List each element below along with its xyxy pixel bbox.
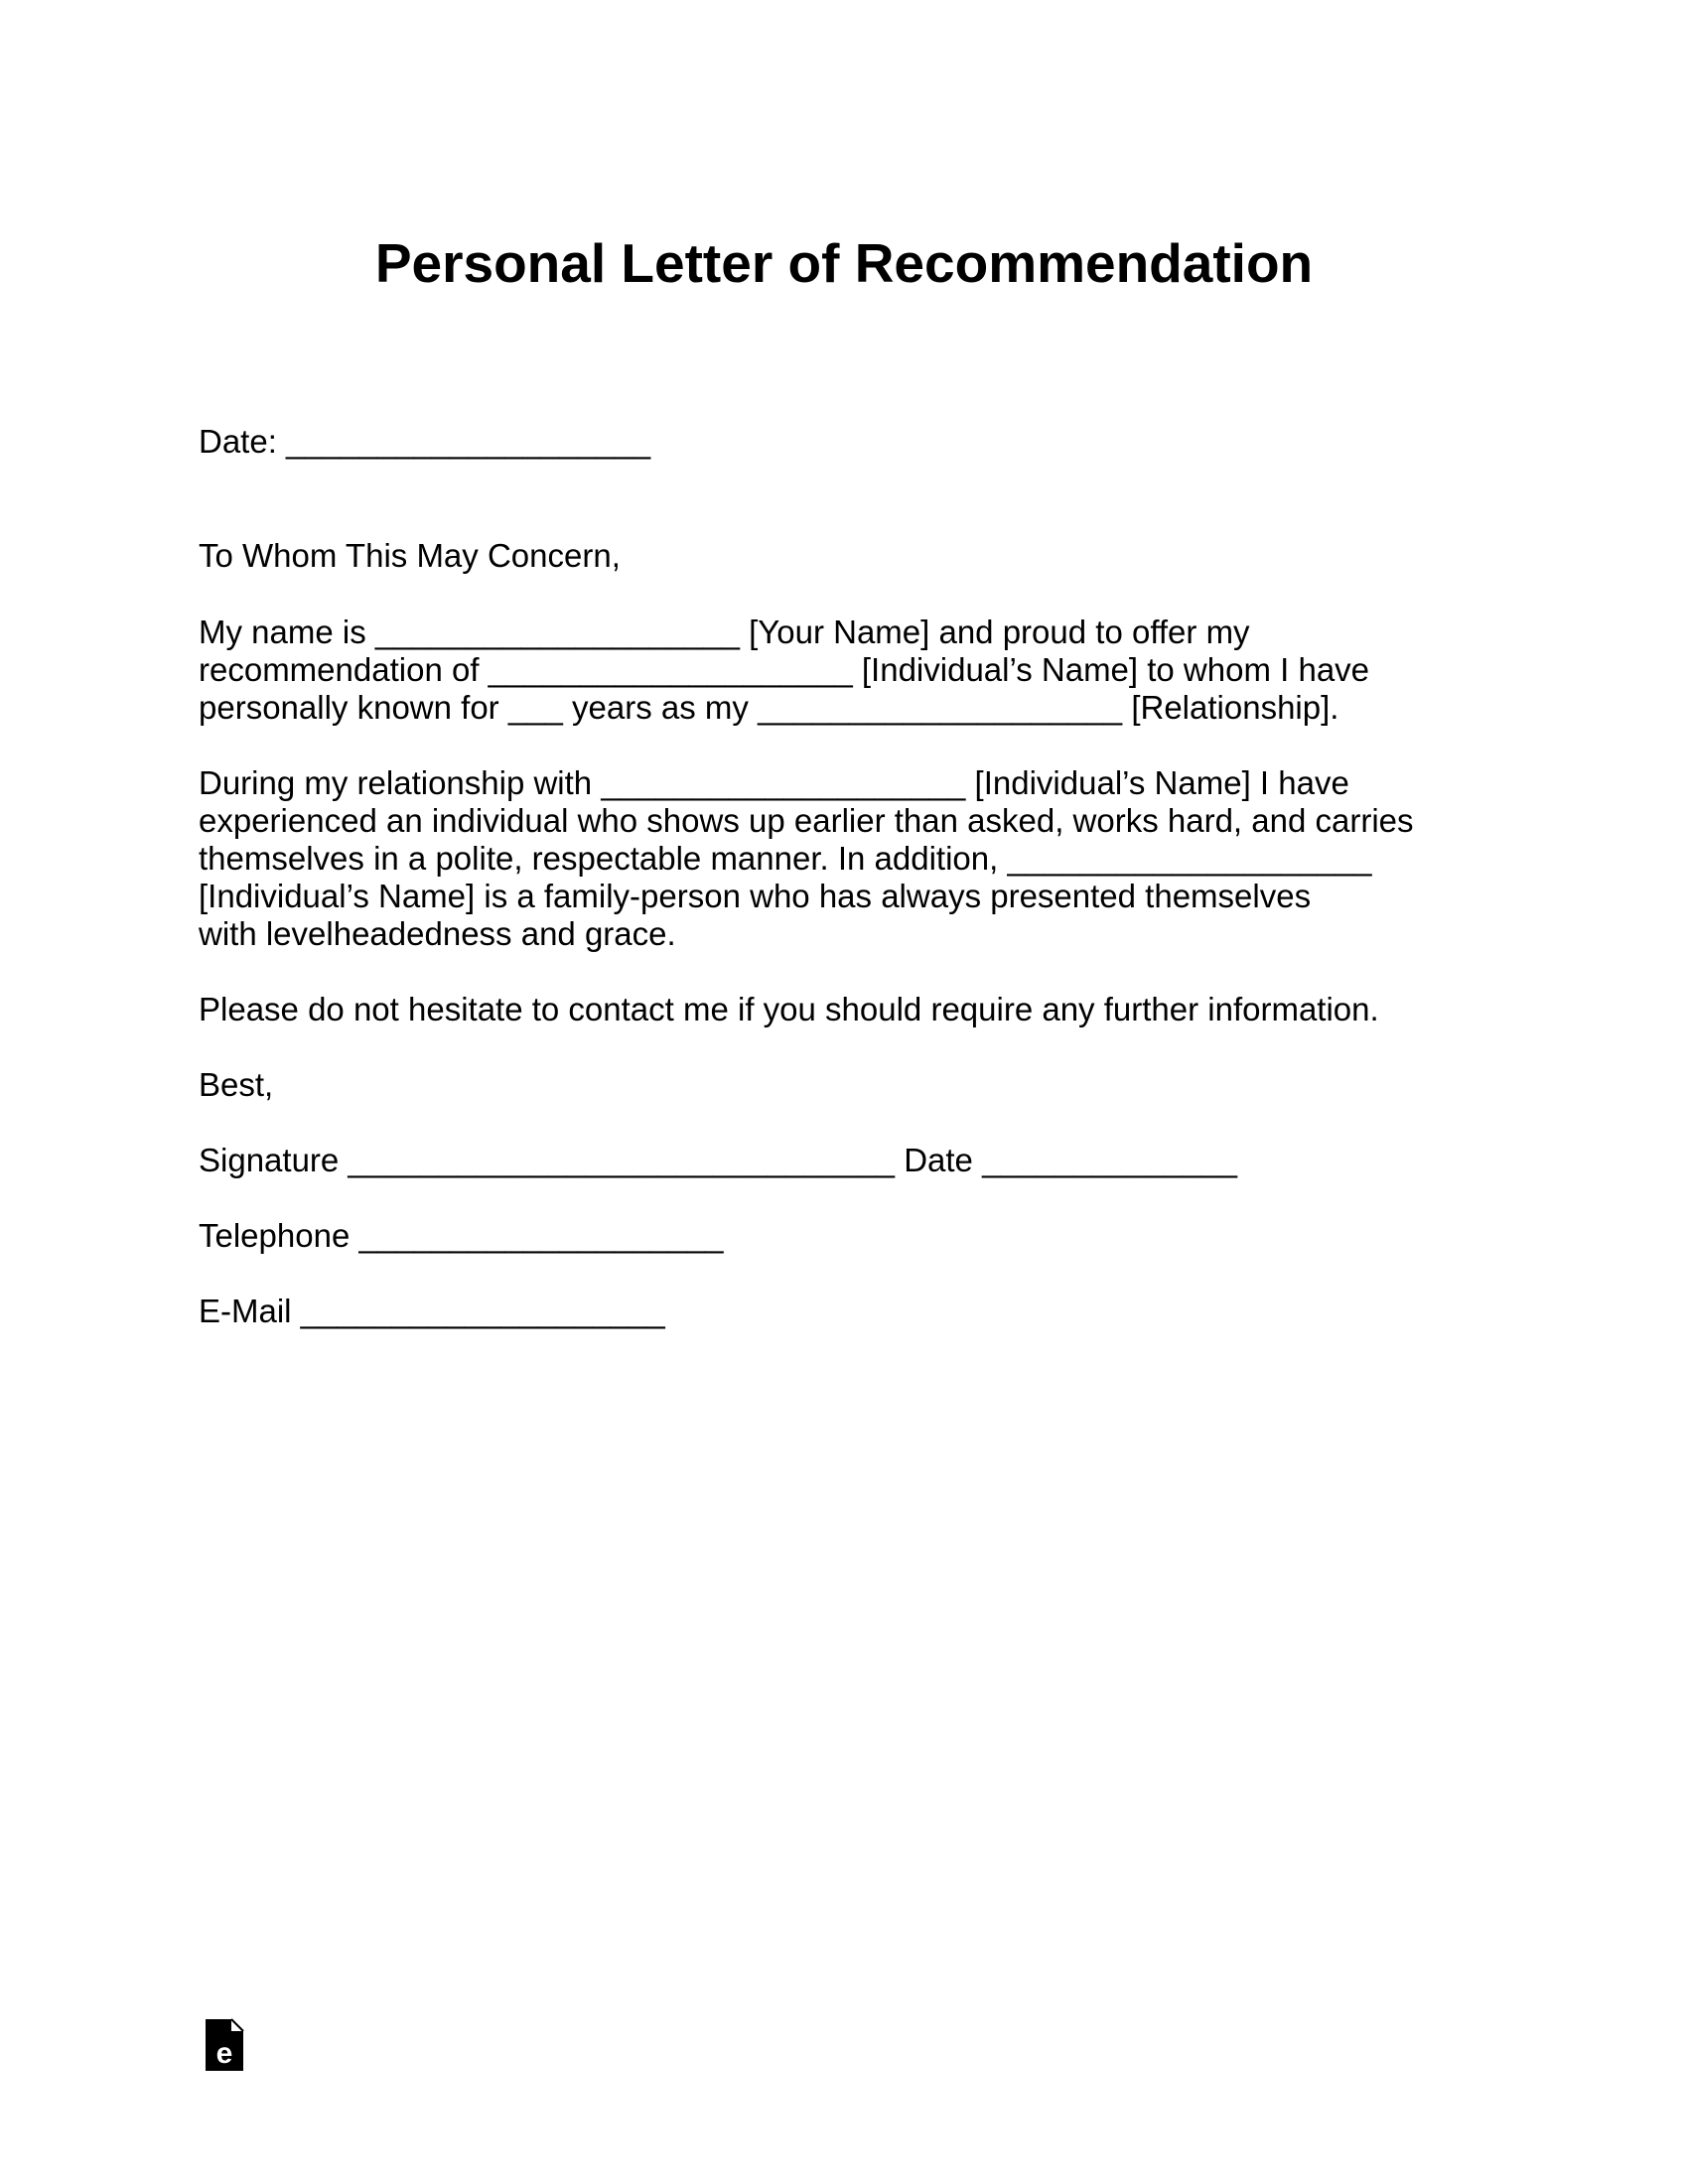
document-title: Personal Letter of Recommendation: [374, 232, 1314, 294]
paragraph-1-line-2: recommendation of ____________________ [Individual’s Name] to whom I have: [199, 651, 1370, 688]
eforms-logo-icon: [204, 2017, 245, 2073]
paragraph-3: Please do not hesitate to contact me if you should require any further information.: [199, 991, 1379, 1027]
svg-text:e: e: [215, 2037, 233, 2070]
date-field-line: Date: ____________________: [199, 423, 651, 460]
paragraph-2-line-2: experienced an individual who shows up earlier than asked, works hard, and carries: [199, 802, 1414, 839]
paragraph-1-line-3: personally known for ___ years as my ____________________ [Relationship].: [199, 689, 1339, 726]
signature-date-line: Signature ______________________________ Date ______________: [199, 1142, 1238, 1178]
salutation: To Whom This May Concern,: [199, 537, 621, 574]
paragraph-2-line-4: [Individual’s Name] is a family-person who has always presented themselves: [199, 878, 1312, 914]
paragraph-1-line-1: My name is ____________________ [Your Name] and proud to offer my: [199, 614, 1250, 650]
paragraph-2-line-3: themselves in a polite, respectable manner. In addition, ____________________: [199, 840, 1372, 877]
paragraph-2-line-1: During my relationship with ____________________ [Individual’s Name] I have: [199, 764, 1349, 801]
closing: Best,: [199, 1066, 274, 1103]
telephone-line: Telephone ____________________: [199, 1217, 724, 1254]
email-line: E-Mail ____________________: [199, 1293, 665, 1329]
paragraph-2-line-5: with levelheadedness and grace.: [199, 915, 676, 952]
